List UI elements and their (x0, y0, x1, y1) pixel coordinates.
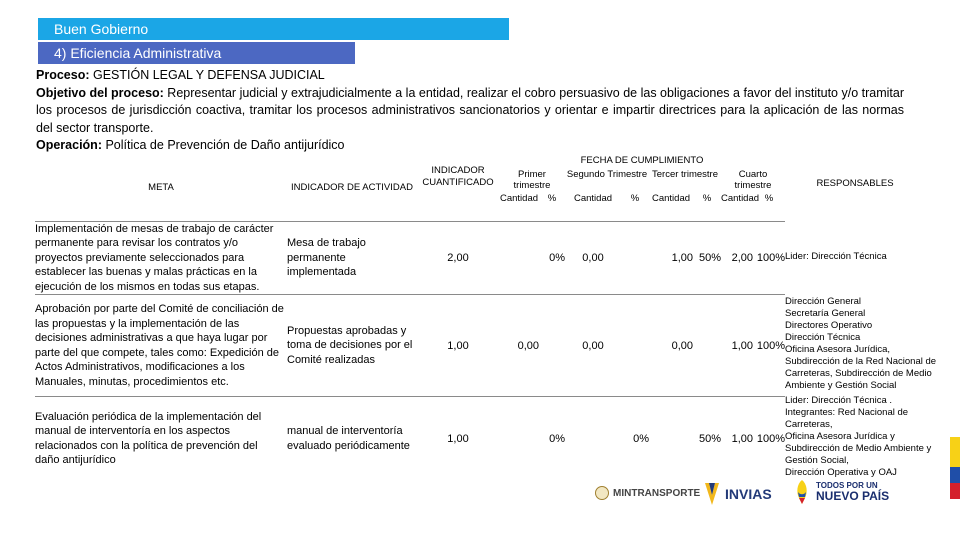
operacion-label: Operación: (36, 138, 102, 152)
header-q2-pct: % (630, 192, 640, 204)
row1-q4-cantidad: 2,00 (721, 221, 753, 295)
process-info (36, 67, 904, 155)
header-fecha-group (499, 155, 785, 221)
row2-q4-cantidad: 1,00 (721, 295, 753, 397)
header-indicador-cuantificado: INDICADOR CUANTIFICADO (422, 165, 494, 188)
header-indicador-actividad: INDICADOR DE ACTIVIDAD (291, 182, 413, 193)
row1-q2-pct (621, 221, 649, 295)
row3-meta: Evaluación periódica de la implementación del manual de interventoría en los aspectos relacionados con la política de prevención del daño antijurídico (35, 397, 287, 481)
row3-responsables: Lider: Dirección Técnica . Integrantes: Red Nacional de Carreteras, Oficina Asesora Jurídica y Subdirección de Medio Ambiente y Gestión Social, Dirección Operativa y OAJ (785, 395, 932, 478)
row3-q3-pct: 50% (693, 397, 721, 481)
row3-q4-cantidad: 1,00 (721, 397, 753, 481)
row1-cuantificado: 2,00 (417, 221, 499, 295)
row3-indicador: manual de interventoría evaluado periódicamente (287, 397, 417, 481)
invias-mark-icon (703, 481, 721, 507)
seal-icon (595, 486, 609, 500)
header-q4-pct: % (764, 192, 774, 204)
plan-table (35, 155, 785, 481)
row2-q4-pct: 100% (753, 295, 785, 397)
row1-responsables: Lider: Dirección Técnica (785, 251, 887, 262)
banner-buen-gobierno: Buen Gobierno (38, 18, 509, 40)
header-q4: Cuarto trimestre (734, 168, 772, 191)
row2-meta: Aprobación por parte del Comité de conciliación de las propuestas y la implementación de las decisiones administrativas a que haya lugar por parte del que compete, tales como: Expedición de Actos Administrativos, modificaciones a los Manuales, minutas, procedimientos etc. (35, 295, 287, 397)
table-row (35, 397, 785, 481)
header-q2-cantidad: Cantidad (573, 192, 613, 204)
invias-text: INVIAS (725, 486, 772, 502)
header-q3-cantidad: Cantidad (651, 192, 691, 204)
header-q4-cantidad: Cantidad (721, 192, 760, 204)
row2-q2-pct (621, 295, 649, 397)
todos-por-un-nuevo-pais-logo (793, 478, 889, 506)
row3-q1-pct: 0% (539, 397, 565, 481)
header-q1: Primer trimestre (513, 168, 551, 191)
header-q1-cantidad: Cantidad (499, 192, 539, 204)
objetivo-label: Objetivo del proceso: (36, 85, 164, 100)
header-responsables: RESPONSABLES (816, 178, 894, 189)
objetivo-value: Representar judicial y extrajudicialmente a la entidad, realizar el cobro persuasivo de las obligaciones a favor del instituto y/o tramitar los procesos de jurisdicción coactiva, tramitar los procesos administrativos sancionatorios y orientar e impartir directrices para la aplicación de las normas del sector transporte. (36, 85, 904, 135)
row1-q1-cantidad (499, 221, 539, 295)
row1-q3-pct: 50% (693, 221, 721, 295)
row3-q3-cantidad (649, 397, 693, 481)
invias-logo (703, 481, 772, 507)
row1-q3-cantidad: 1,00 (649, 221, 693, 295)
colombia-flag-stripes (950, 437, 960, 499)
header-q3-pct: % (702, 192, 712, 204)
table-row (35, 295, 785, 397)
row2-q3-cantidad: 0,00 (649, 295, 693, 397)
proceso-label: Proceso: (36, 68, 90, 82)
row1-q4-pct: 100% (753, 221, 785, 295)
row2-q2-cantidad: 0,00 (565, 295, 621, 397)
row1-meta: Implementación de mesas de trabajo de carácter permanente para revisar los contratos y/o proyectos previamente seleccionados para establecer las buenas y malas prácticas en la ejecución de los mismos en todas sus etapas. (35, 221, 287, 295)
header-q3: Tercer trimestre (652, 168, 718, 180)
operacion-value: Política de Prevención de Daño antijurídico (102, 138, 345, 152)
dove-flag-icon (793, 478, 811, 506)
mintransporte-text: MINTRANSPORTE (613, 487, 701, 499)
row1-indicador: Mesa de trabajo permanente implementada (287, 221, 417, 295)
header-q1-pct: % (547, 192, 557, 204)
row1-q2-cantidad: 0,00 (565, 221, 621, 295)
header-q2: Segundo Trimestre (566, 168, 648, 180)
todos-text: TODOS POR UN (816, 481, 878, 490)
header-fecha: FECHA DE CUMPLIMIENTO (580, 155, 704, 166)
row3-cuantificado: 1,00 (417, 397, 499, 481)
table-row (35, 221, 785, 295)
mintransporte-logo (595, 486, 700, 500)
header-meta: META (148, 182, 174, 193)
footer-logos (595, 478, 895, 518)
row1-q1-pct: 0% (539, 221, 565, 295)
row3-q2-cantidad (565, 397, 621, 481)
row2-q1-pct (539, 295, 565, 397)
row3-q2-pct: 0% (621, 397, 649, 481)
row2-indicador: Propuestas aprobadas y toma de decisiones por el Comité realizadas (287, 295, 417, 397)
row2-cuantificado: 1,00 (417, 295, 499, 397)
row3-q4-pct: 100% (753, 397, 785, 481)
proceso-value: GESTIÓN LEGAL Y DEFENSA JUDICIAL (89, 68, 325, 82)
row2-q1-cantidad: 0,00 (499, 295, 539, 397)
row2-responsables: Dirección General Secretaría General Directores Operativo Dirección Técnica Oficina Asesora Jurídica, Subdirección de la Red Nacional de Carreteras, Subdirección de Medio Ambiente y Gestión Social (785, 296, 937, 391)
row3-q1-cantidad (499, 397, 539, 481)
row2-q3-pct (693, 295, 721, 397)
banner-eficiencia: 4) Eficiencia Administrativa (38, 42, 355, 64)
nuevo-pais-text: NUEVO PAÍS (816, 489, 890, 503)
